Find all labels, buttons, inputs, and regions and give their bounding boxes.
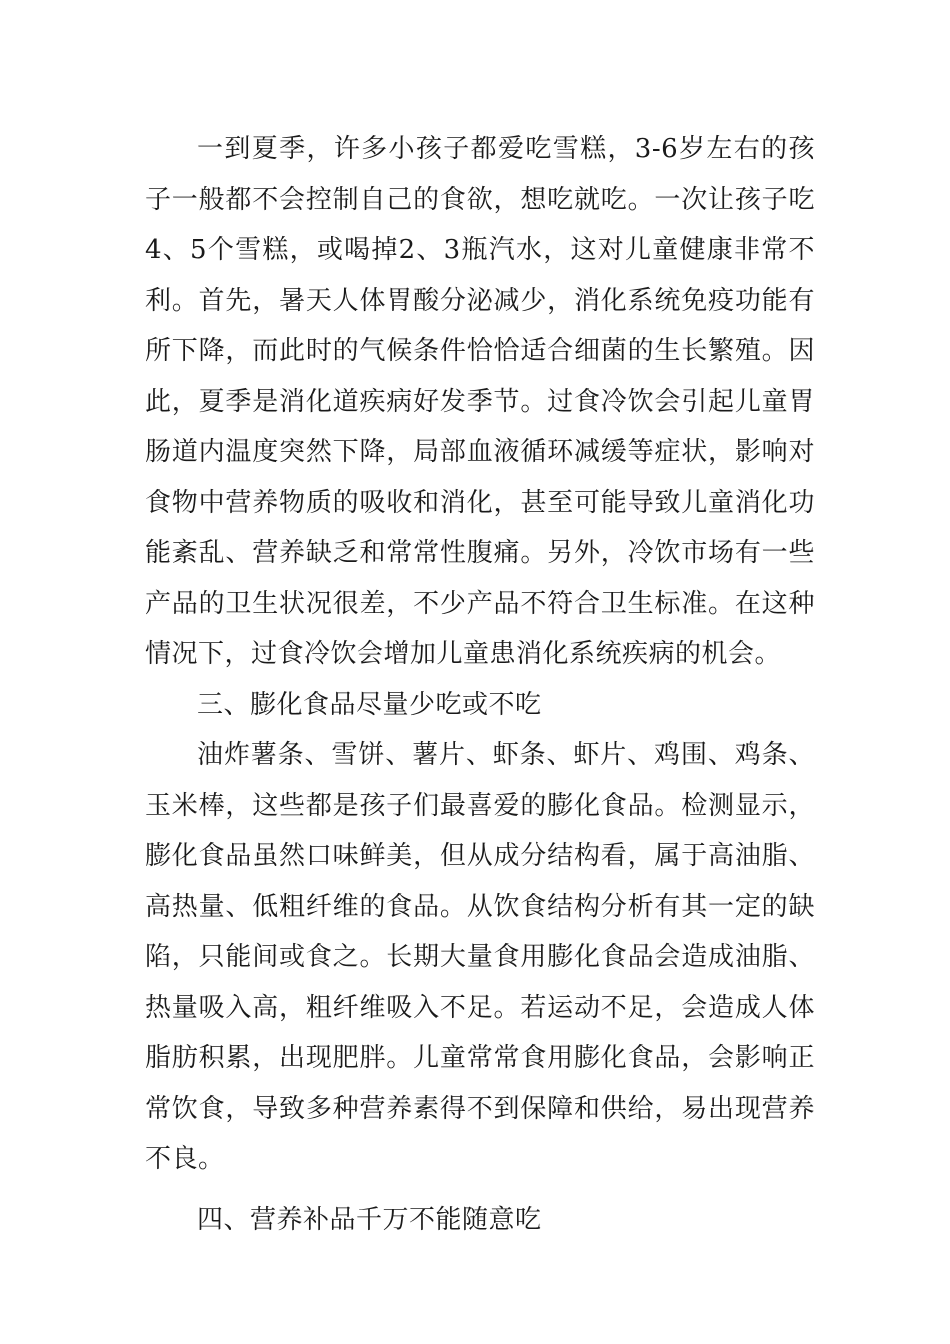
paragraph-cold-drinks: 一到夏季，许多小孩子都爱吃雪糕，3-6岁左右的孩子一般都不会控制自己的食欲，想吃就吃。一次让孩子吃4、5个雪糕，或喝掉2、3瓶汽水，这对儿童健康非常不利。首先，暑天人体胃酸分泌减少，消化系统免疫功能有所下降，而此时的气候条件恰恰适合细菌的生长繁殖。因此，夏季是消化道疾病好发季节。过食冷饮会引起儿童胃肠道内温度突然下降，局部血液循环减缓等症状，影响对食物中营养物质的吸收和消化，甚至可能导致儿童消化功能紊乱、营养缺乏和常常性腹痛。另外，冷饮市场有一些产品的卫生状况很差，不少产品不符合卫生标准。在这种情况下，过食冷饮会增加儿童患消化系统疾病的机会。 — [145, 134, 815, 669]
section-heading-puffed-food: 三、膨化食品尽量少吃或不吃 — [197, 689, 542, 720]
document-body — [145, 124, 815, 1245]
paragraph-puffed-food: 油炸薯条、雪饼、薯片、虾条、虾片、鸡围、鸡条、玉米棒，这些都是孩子们最喜爱的膨化食品。检测显示，膨化食品虽然口味鲜美，但从成分结构看，属于高油脂、高热量、低粗纤维的食品。从饮食结构分析有其一定的缺陷，只能间或食之。长期大量食用膨化食品会造成油脂、热量吸入高，粗纤维吸入不足。若运动不足，会造成人体脂肪积累，出现肥胖。儿童常常食用膨化食品，会影响正常饮食，导致多种营养素得不到保障和供给，易出现营养不良。 — [145, 740, 815, 1174]
section-heading-supplements: 四、营养补品千万不能随意吃 — [197, 1204, 542, 1235]
